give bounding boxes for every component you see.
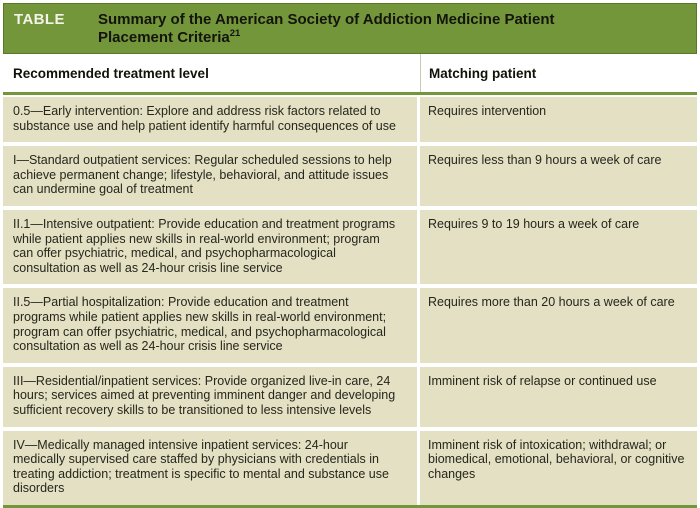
column-header-matching-patient: Matching patient xyxy=(420,54,697,92)
table-row-level-3 xyxy=(3,367,697,427)
table-bottom-rule xyxy=(3,505,697,508)
table-title-reference-superscript: 21 xyxy=(229,28,241,39)
patient-cell: Imminent risk of relapse or continued use xyxy=(420,367,697,427)
table-header-bar xyxy=(3,3,697,54)
treatment-cell: I—Standard outpatient services: Regular scheduled sessions to help achieve permanent change; lifestyle, behavioral, and attitude issues can undermine goal of treatment xyxy=(3,146,417,206)
table-row-level-1 xyxy=(3,146,697,206)
table-row-level-0-5 xyxy=(3,97,697,142)
table-row-level-2-1 xyxy=(3,210,697,284)
table-row-level-2-5 xyxy=(3,288,697,362)
table-title xyxy=(98,11,598,47)
asam-criteria-table xyxy=(3,3,697,508)
patient-cell: Requires 9 to 19 hours a week of care xyxy=(420,210,697,284)
treatment-cell: II.5—Partial hospitalization: Provide education and treatment programs while patient applies new skills in real-world environment; program can offer psychiatric, medical, and psychopharmacological consultation as well as 24-hour crisis line service xyxy=(3,288,417,362)
treatment-cell: IV—Medically managed intensive inpatient services: 24-hour medically supervised care staffed by physicians with credentials in treating addiction; treatment is specific to mental and substance use disorders xyxy=(3,431,417,505)
header-divider-rule xyxy=(3,92,697,95)
table-tag-label: TABLE xyxy=(14,11,65,28)
patient-cell: Imminent risk of intoxication; withdrawal; or biomedical, emotional, behavioral, or cognitive changes xyxy=(420,431,697,505)
treatment-cell: II.1—Intensive outpatient: Provide education and treatment programs while patient applies new skills in real-world environment; program can offer psychiatric, medical, and psychopharmacological consultation as well as 24-hour crisis line service xyxy=(3,210,417,284)
treatment-cell: 0.5—Early intervention: Explore and address risk factors related to substance use and help patient identify harmful consequences of use xyxy=(3,97,417,142)
patient-cell: Requires more than 20 hours a week of care xyxy=(420,288,697,362)
table-row-level-4 xyxy=(3,431,697,505)
table-title-text: Summary of the American Society of Addiction Medicine Patient Placement Criteria xyxy=(98,11,555,46)
column-header-treatment-level: Recommended treatment level xyxy=(13,65,209,81)
treatment-cell: III—Residential/inpatient services: Provide organized live-in care, 24 hours; services aimed at preventing imminent danger and developing sufficient recovery skills to be transitioned to less intensive levels xyxy=(3,367,417,427)
patient-cell: Requires less than 9 hours a week of care xyxy=(420,146,697,206)
table-body xyxy=(3,97,697,505)
column-header-row xyxy=(3,54,697,92)
patient-cell: Requires intervention xyxy=(420,97,697,142)
